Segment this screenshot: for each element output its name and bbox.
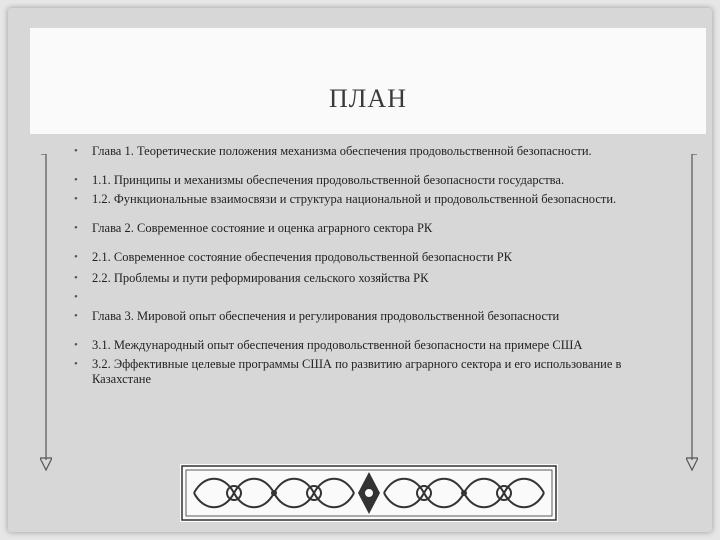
list-item-text: 3.1. Международный опыт обеспечения продовольственной безопасности на примере США	[92, 338, 583, 352]
list-item-text: 2.2. Проблемы и пути реформирования сельского хозяйства РК	[92, 271, 429, 285]
bullet: •	[74, 291, 78, 303]
list-item-text: 2.1. Современное состояние обеспечения продовольственной безопасности РК	[92, 250, 512, 264]
ornamental-border	[180, 464, 558, 522]
list-item	[72, 271, 682, 286]
list-item	[72, 338, 682, 353]
bullet: •	[74, 145, 78, 157]
list-item-text: 3.2. Эффективные целевые программы США по развитию аграрного сектора и его использование в Казахстане	[92, 357, 622, 386]
list-item-text: Глава 1. Теоретические положения механизма обеспечения продовольственной безопасности.	[92, 144, 592, 158]
list-item	[72, 309, 682, 324]
bullet: •	[74, 272, 78, 284]
slide	[8, 8, 712, 532]
bullet: •	[74, 222, 78, 234]
bullet: •	[74, 174, 78, 186]
bullet: •	[74, 251, 78, 263]
list-item	[72, 357, 682, 387]
list-item	[72, 173, 682, 188]
list-item-text: 1.1. Принципы и механизмы обеспечения продовольственной безопасности государства.	[92, 173, 565, 187]
plan-list	[72, 144, 682, 387]
list-item	[72, 144, 682, 159]
slide-title: ПЛАН	[329, 84, 407, 113]
down-arrow-icon	[686, 154, 698, 472]
bullet: •	[74, 358, 78, 370]
bullet: •	[74, 310, 78, 322]
title-box	[30, 28, 706, 134]
bullet: •	[74, 193, 78, 205]
list-item	[72, 221, 682, 236]
list-item	[72, 290, 682, 305]
list-item-text: Глава 3. Мировой опыт обеспечения и регулирования продовольственной безопасности	[92, 309, 560, 323]
list-item-text: 1.2. Функциональные взаимосвязи и структура национальной и продовольственной безопасности.	[92, 192, 617, 206]
down-arrow-icon	[40, 154, 52, 472]
list-item	[72, 250, 682, 265]
list-item-text: Глава 2. Современное состояние и оценка аграрного сектора РК	[92, 221, 433, 235]
bullet: •	[74, 339, 78, 351]
list-item	[72, 192, 682, 207]
